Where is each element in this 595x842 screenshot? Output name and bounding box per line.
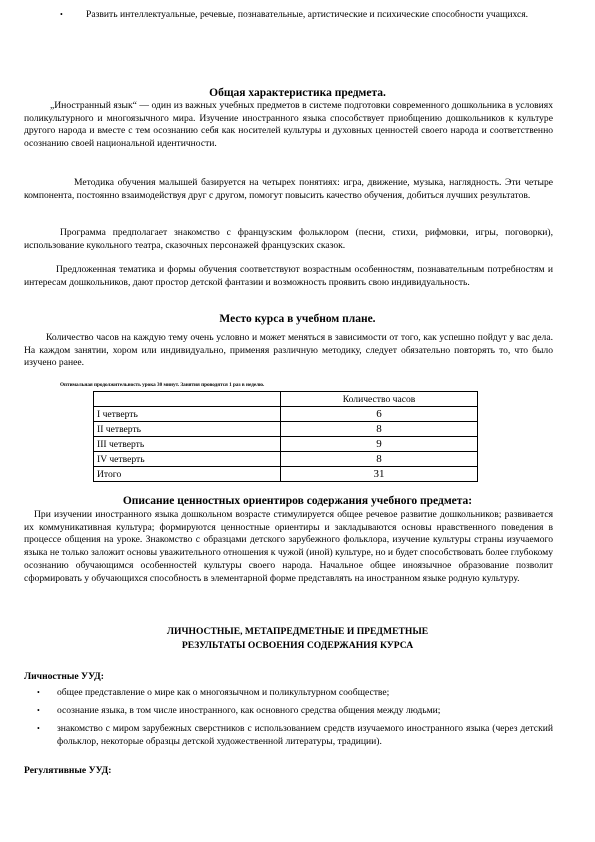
quarter-hours: 8 (281, 452, 478, 467)
curriculum-place-title: Место курса в учебном плане. (219, 313, 376, 325)
quarter-hours: 6 (281, 407, 478, 422)
bullet-marker: • (37, 706, 40, 715)
paragraph-value-orientations: При изучении иностранного языка дошкольном возрасте стимулируется общее речевое развитие дошкольников; развивается их коммуникативная культура; формируются ценностные ориентиры и закладываются основы нравственного поведения в процессе общения на уроке. Знакомство с образцами детского зарубежного фольклора, изучение культуры страны изучаемого языка не только заложит основы уважительного отношения к чужой (иной) культуре, но и будет способствовать более глубокому осознанию обучающимся особенностей культуры своего народа. Начальное общее иноязычное образование позволит сформировать у обучающихся способность в элементарной форме представлять на иностранном языке родную культуру. (24, 509, 553, 584)
lesson-duration-note: Оптимальная продолжительность урока 30 минут. Занятия проводятся 1 раз в неделю. (60, 382, 265, 388)
quarter-hours: 8 (281, 422, 478, 437)
table-header-cell: Количество часов (281, 392, 478, 407)
paragraph-themes: Предложенная тематика и формы обучения соответствуют возрастным особенностям, познавательным потребностям и интересам дошкольников, дают простор детской фантазии и возможность проявить свою индивидуальность. (24, 264, 553, 288)
results-title-line1: ЛИЧНОСТНЫЕ, МЕТАПРЕДМЕТНЫЕ И ПРЕДМЕТНЫЕ (166, 626, 429, 637)
table-row (94, 437, 478, 452)
personal-uud-item-text: осознание языка, в том числе иностранного, как основного средства общения между людьми; (57, 705, 441, 716)
quarter-label: III четверть (94, 437, 281, 452)
bullet-marker: • (37, 688, 40, 697)
bullet-marker: • (37, 724, 40, 733)
results-title-line2: РЕЗУЛЬТАТЫ ОСВОЕНИЯ СОДЕРЖАНИЯ КУРСА (181, 640, 414, 651)
paragraph-program: Программа предполагает знакомство с французским фольклором (песни, стихи, рифмовки, игры, поговорки), использование кукольного театра, сказочных персонажей французских сказок. (24, 227, 553, 251)
quarter-hours: 9 (281, 437, 478, 452)
total-label: Итого (94, 467, 281, 482)
paragraph-foreign-language: „Иностранный язык“ — один из важных учебных предметов в системе подготовки современного дошкольника в условиях поликультурного и многоязычного мира. Изучение иностранного языка способствует приобщению дошкольников к культуре другого народа и вместе с тем осознанию себя как носителей культуры и духовных ценностей своего народа и соответственно осознанию своей национальной идентичности. (24, 100, 553, 150)
personal-uud-item-text: общее представление о мире как о многоязычном и поликультурном сообществе; (57, 687, 390, 698)
table-row-total (94, 467, 478, 482)
value-orientations-title: Описание ценностных ориентиров содержания учебного предмета: (122, 495, 473, 507)
hours-table (93, 391, 478, 482)
table-row (94, 407, 478, 422)
table-row (94, 422, 478, 437)
regulatory-uud-label: Регулятивные УУД: (24, 765, 112, 776)
personal-uud-item-text: знакомство с миром зарубежных сверстников с использованием средств изучаемого иностранного языка (через детский фольклор, некоторые образцы детской художественной литературы, традиции). (57, 723, 553, 747)
table-header-cell (94, 392, 281, 407)
quarter-label: I четверть (94, 407, 281, 422)
bullet-marker: • (60, 10, 63, 19)
quarter-label: IV четверть (94, 452, 281, 467)
intro-bullet-text: Развить интеллектуальные, речевые, познавательные, артистические и психические способности учащихся. (86, 9, 529, 20)
quarter-label: II четверть (94, 422, 281, 437)
paragraph-methodology: Методика обучения малышей базируется на четырех понятиях: игра, движение, музыка, наглядность. Эти четыре компонента, постоянно взаимодействуя друг с другом, помогут повысить качество обучения, добиться лучших результатов. (24, 177, 553, 201)
personal-uud-label: Личностные УУД: (24, 671, 104, 682)
table-header-row (94, 392, 478, 407)
table-row (94, 452, 478, 467)
subject-characteristics-title: Общая характеристика предмета. (209, 87, 386, 99)
paragraph-hours: Количество часов на каждую тему очень условно и может меняться в зависимости от того, как успешно пойдут у вас дела. На каждом занятии, хором или индивидуально, применяя различную методику, следует обязательно повторять то, что было изучено ранее. (24, 332, 553, 369)
total-hours: 31 (281, 467, 478, 482)
